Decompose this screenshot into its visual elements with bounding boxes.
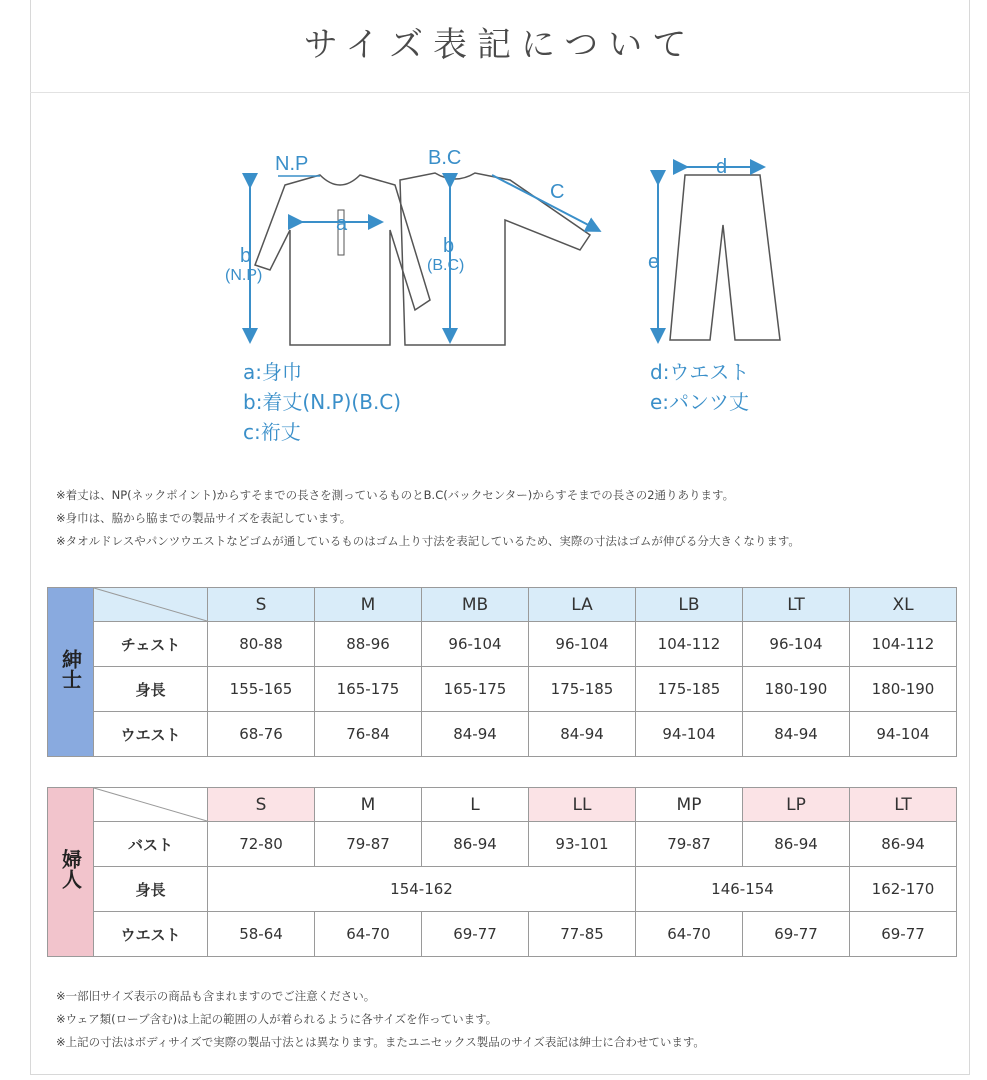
row-label: 身長 [94,867,208,912]
cell: 96-104 [743,622,850,667]
cell: 96-104 [529,622,636,667]
cell: 69-77 [850,912,957,957]
cell: 180-190 [850,667,957,712]
women-size-l: L [422,788,529,822]
legend-a: a:身巾 [243,360,302,384]
cell: 86-94 [850,822,957,867]
cell: 165-175 [422,667,529,712]
notes-bottom [56,985,705,1054]
women-size-m: M [315,788,422,822]
cell: 80-88 [208,622,315,667]
women-label: 婦人 [48,788,94,957]
pants-outline [670,175,780,340]
men-size-s: S [208,588,315,622]
men-size-la: LA [529,588,636,622]
row-label: ウエスト [94,912,208,957]
men-size-table [47,587,957,757]
table-row [48,712,957,757]
header-corner [94,588,208,622]
cell: 175-185 [529,667,636,712]
cell: 84-94 [743,712,850,757]
note-line: ※上記の寸法はボディサイズで実際の製品寸法とは異なります。またユニセックス製品のサイズ表記は紳士に合わせています。 [56,1035,705,1049]
cell: 79-87 [636,822,743,867]
legend-b: b:着丈(N.P)(B.C) [243,390,402,414]
cell: 84-94 [529,712,636,757]
cell: 86-94 [422,822,529,867]
cell: 180-190 [743,667,850,712]
cell: 68-76 [208,712,315,757]
note-line: ※着丈は、NP(ネックポイント)からすそまでの長さを測っているものとB.C(バックセンター)からすそまでの長さの2通りあります。 [56,488,735,502]
label-c: C [550,181,565,203]
table-row [48,867,957,912]
cell: 93-101 [529,822,636,867]
row-label: 身長 [94,667,208,712]
men-size-mb: MB [422,588,529,622]
men-size-lb: LB [636,588,743,622]
notes-top [56,484,800,553]
page-title: サイズ表記について [30,0,970,93]
cell: 175-185 [636,667,743,712]
women-size-table [47,787,957,957]
note-line: ※ウェア類(ローブ含む)は上記の範囲の人が着られるように各サイズを作っています。 [56,1012,498,1026]
men-size-lt: LT [743,588,850,622]
men-label: 紳士 [48,588,94,757]
cell: 162-170 [850,867,957,912]
cell: 104-112 [850,622,957,667]
men-size-xl: XL [850,588,957,622]
cell: 86-94 [743,822,850,867]
cell: 58-64 [208,912,315,957]
legend-left [243,357,401,447]
row-label: バスト [94,822,208,867]
table-row [48,622,957,667]
label-b-bc: (B.C) [427,257,465,274]
cell: 69-77 [422,912,529,957]
label-b-np: (N.P) [225,267,263,284]
note-line: ※タオルドレスやパンツウエストなどゴムが通しているものはゴム上り寸法を表記しているため、実際の寸法はゴムが伸びる分大きくなります。 [56,534,800,548]
cell: 79-87 [315,822,422,867]
header-corner [94,788,208,822]
women-size-lt: LT [850,788,957,822]
legend-d: d:ウエスト [650,360,750,384]
note-line: ※一部旧サイズ表示の商品も含まれますのでご注意ください。 [56,989,376,1003]
cell: 146-154 [636,867,850,912]
table-row [48,667,957,712]
cell: 165-175 [315,667,422,712]
label-b-right: b [443,235,455,257]
women-size-lp: LP [743,788,850,822]
women-size-s: S [208,788,315,822]
cell: 84-94 [422,712,529,757]
cell: 76-84 [315,712,422,757]
label-b-left: b [240,245,252,267]
cell: 64-70 [636,912,743,957]
women-size-ll: LL [529,788,636,822]
cell: 96-104 [422,622,529,667]
cell: 88-96 [315,622,422,667]
label-a: a [336,213,348,235]
label-bc: B.C [428,147,462,169]
row-label: チェスト [94,622,208,667]
label-e: e [648,251,660,273]
cell: 94-104 [850,712,957,757]
note-line: ※身巾は、脇から脇までの製品サイズを表記しています。 [56,511,352,525]
row-label: ウエスト [94,712,208,757]
cell: 154-162 [208,867,636,912]
cell: 77-85 [529,912,636,957]
cell: 155-165 [208,667,315,712]
cell: 104-112 [636,622,743,667]
cell: 72-80 [208,822,315,867]
table-row [48,822,957,867]
legend-right [650,357,749,417]
cell: 94-104 [636,712,743,757]
garment-diagram [225,140,810,360]
label-d: d [716,156,728,178]
cell: 64-70 [315,912,422,957]
legend-c: c:裄丈 [243,420,301,444]
women-size-mp: MP [636,788,743,822]
men-size-m: M [315,588,422,622]
table-row [48,912,957,957]
label-np: N.P [275,153,309,175]
legend-e: e:パンツ丈 [650,390,750,414]
cell: 69-77 [743,912,850,957]
